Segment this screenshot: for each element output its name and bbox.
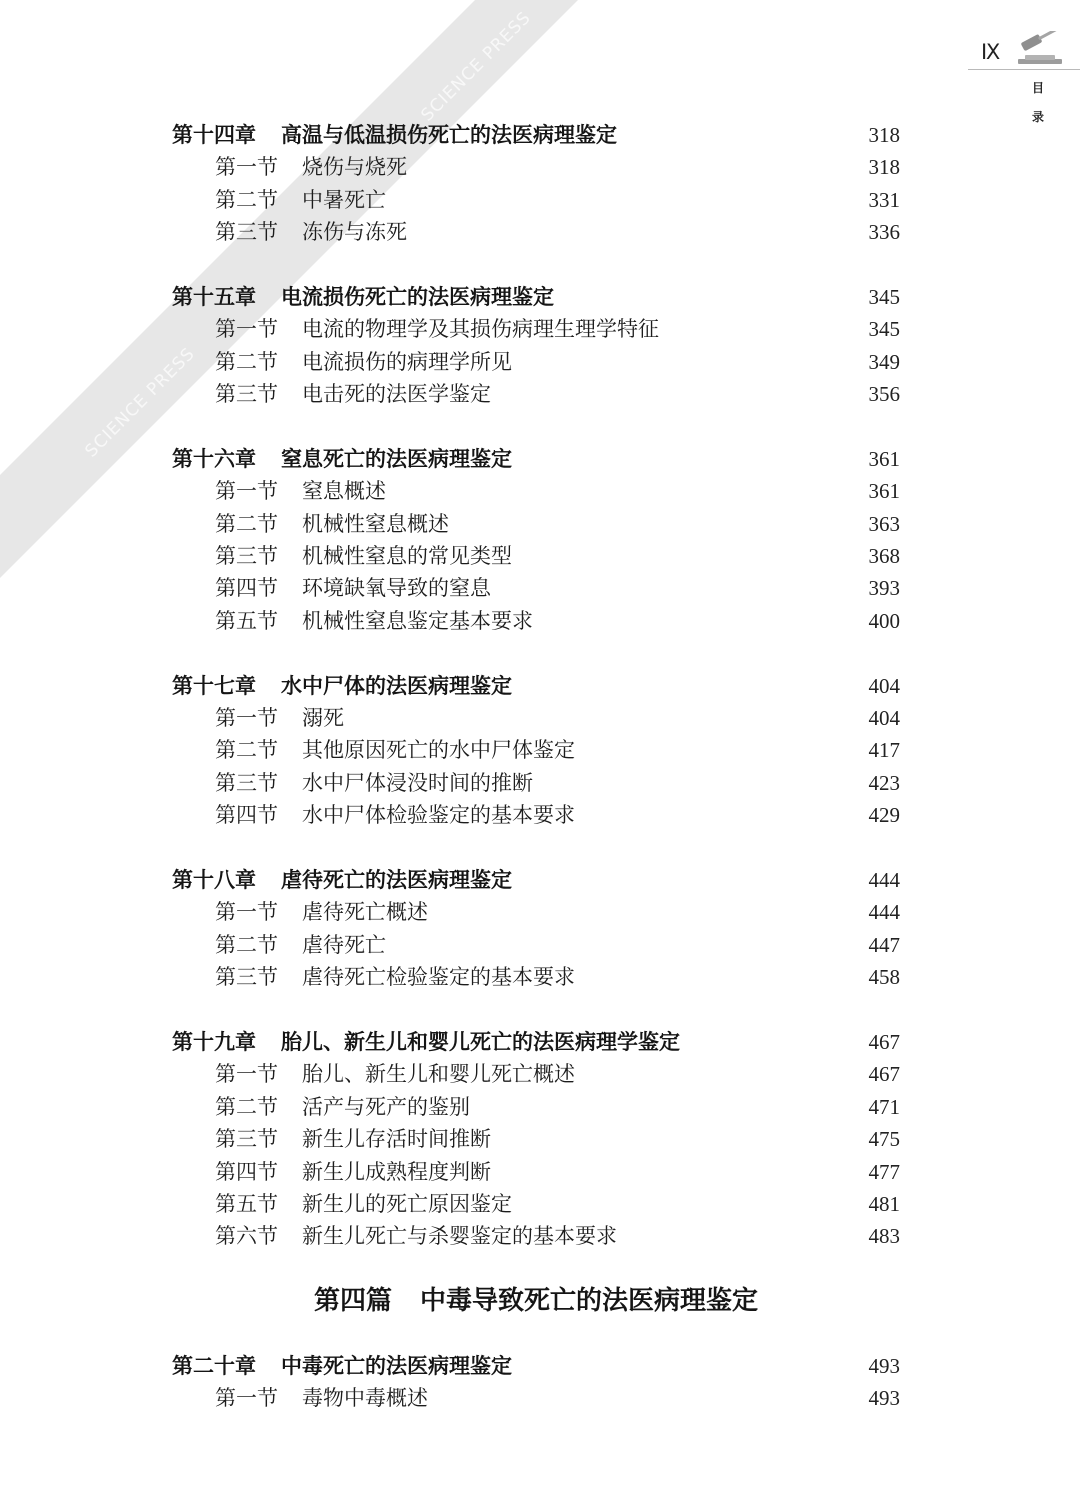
section-label: 第三节 (215, 965, 278, 990)
page-number: Ⅸ (981, 40, 1001, 64)
chapter-title: 虐待死亡的法医病理鉴定 (281, 867, 512, 892)
section-title: 烧伤与烧死 (302, 155, 407, 180)
section-title: 虐待死亡概述 (302, 900, 428, 925)
chapter-title: 电流损伤死亡的法医病理鉴定 (281, 284, 554, 309)
toc-section (172, 1220, 900, 1252)
toc-section (172, 572, 900, 604)
section-label: 第一节 (215, 1062, 278, 1087)
section-title: 电流损伤的病理学所见 (302, 349, 512, 374)
section-title: 窒息概述 (302, 479, 386, 504)
toc-chapter (172, 864, 900, 896)
table-of-contents (172, 119, 900, 1447)
section-title: 溺死 (302, 706, 344, 731)
section-label: 第三节 (215, 1127, 278, 1152)
section-page-number: 368 (868, 544, 900, 569)
toc-section (172, 540, 900, 572)
section-page-number: 336 (868, 220, 900, 245)
chapter-label: 第十五章 (172, 284, 256, 309)
section-label: 第一节 (215, 1386, 278, 1411)
section-title: 毒物中毒概述 (302, 1386, 428, 1411)
section-page-number: 404 (868, 706, 900, 731)
section-title: 胎儿、新生儿和婴儿死亡概述 (302, 1062, 575, 1087)
chapter-page-number: 493 (868, 1353, 900, 1378)
section-label: 第四节 (215, 576, 278, 601)
toc-section (172, 508, 900, 540)
section-title: 中暑死亡 (302, 187, 386, 212)
watermark-text: SCIENCE PRESS (417, 7, 536, 126)
chapter-label: 第十六章 (172, 446, 256, 471)
toc-section (172, 475, 900, 507)
section-page-number: 477 (868, 1159, 900, 1184)
toc-section (172, 1091, 900, 1123)
section-label: 第六节 (215, 1224, 278, 1249)
chapter-title: 窒息死亡的法医病理鉴定 (281, 446, 512, 471)
toc-section (172, 605, 900, 637)
toc-chapter (172, 1350, 900, 1382)
section-title: 水中尸体浸没时间的推断 (302, 770, 533, 795)
toc-chapter-block (172, 281, 900, 411)
part-label: 第四篇 (313, 1286, 392, 1317)
toc-section (172, 1123, 900, 1155)
toc-chapter-block (172, 119, 900, 249)
section-label: 第五节 (215, 1191, 278, 1216)
section-title: 新生儿成熟程度判断 (302, 1159, 491, 1184)
section-title: 机械性窒息鉴定基本要求 (302, 608, 533, 633)
section-page-number: 400 (868, 608, 900, 633)
section-page-number: 475 (868, 1127, 900, 1152)
section-title: 虐待死亡检验鉴定的基本要求 (302, 965, 575, 990)
chapter-page-number: 318 (868, 123, 900, 147)
section-title: 电击死的法医学鉴定 (302, 382, 491, 407)
section-label: 第二节 (215, 738, 278, 763)
section-page-number: 483 (868, 1224, 900, 1249)
section-title: 新生儿存活时间推断 (302, 1127, 491, 1152)
section-label: 第二节 (215, 932, 278, 957)
section-label: 第一节 (215, 900, 278, 925)
toc-chapter-block (172, 443, 900, 637)
section-title: 活产与死产的鉴别 (302, 1094, 470, 1119)
vertical-label-char: 目 (1031, 81, 1044, 95)
toc-section (172, 702, 900, 734)
section-title: 水中尸体检验鉴定的基本要求 (302, 803, 575, 828)
toc-section (172, 378, 900, 410)
section-label: 第四节 (215, 1159, 278, 1184)
chapter-page-number: 444 (868, 867, 900, 892)
chapter-label: 第十八章 (172, 867, 256, 892)
section-label: 第一节 (215, 479, 278, 504)
toc-section (172, 896, 900, 928)
section-title: 电流的物理学及其损伤病理生理学特征 (302, 317, 659, 342)
section-label: 第二节 (215, 349, 278, 374)
toc-chapter-block (172, 864, 900, 994)
toc-section (172, 734, 900, 766)
section-page-number: 361 (868, 479, 900, 504)
toc-section (172, 1188, 900, 1220)
part-title: 中毒导致死亡的法医病理鉴定 (420, 1286, 759, 1317)
chapter-label: 第十四章 (172, 123, 256, 147)
section-label: 第二节 (215, 511, 278, 536)
section-label: 第一节 (215, 155, 278, 180)
section-page-number: 481 (868, 1191, 900, 1216)
section-title: 机械性窒息的常见类型 (302, 544, 512, 569)
section-page-number: 423 (868, 770, 900, 795)
toc-chapter-block (172, 1350, 900, 1415)
chapter-label: 第二十章 (172, 1353, 256, 1378)
toc-section (172, 151, 900, 183)
toc-chapter-block (172, 1026, 900, 1253)
vertical-label-char: 录 (1031, 110, 1044, 124)
toc-chapter (172, 670, 900, 702)
section-title: 机械性窒息概述 (302, 511, 449, 536)
section-title: 其他原因死亡的水中尸体鉴定 (302, 738, 575, 763)
section-page-number: 363 (868, 511, 900, 536)
toc-section (172, 767, 900, 799)
chapter-page-number: 467 (868, 1029, 900, 1054)
section-title: 环境缺氧导致的窒息 (302, 576, 491, 601)
section-page-number: 345 (868, 317, 900, 342)
section-page-number: 331 (868, 187, 900, 212)
chapter-label: 第十九章 (172, 1029, 256, 1054)
chapter-title: 中毒死亡的法医病理鉴定 (281, 1353, 512, 1378)
section-page-number: 447 (868, 932, 900, 957)
toc-section (172, 961, 900, 993)
section-label: 第三节 (215, 544, 278, 569)
chapter-label: 第十七章 (172, 673, 256, 698)
section-label: 第三节 (215, 382, 278, 407)
toc-section (172, 313, 900, 345)
toc-section (172, 1058, 900, 1090)
section-page-number: 356 (868, 382, 900, 407)
chapter-title: 水中尸体的法医病理鉴定 (281, 673, 512, 698)
section-page-number: 393 (868, 576, 900, 601)
section-page-number: 493 (868, 1386, 900, 1411)
toc-chapter (172, 1026, 900, 1058)
section-label: 第二节 (215, 187, 278, 212)
part-heading (172, 1285, 900, 1317)
chapter-title: 高温与低温损伤死亡的法医病理鉴定 (281, 123, 617, 147)
section-label: 第三节 (215, 770, 278, 795)
section-page-number: 429 (868, 803, 900, 828)
section-page-number: 318 (868, 155, 900, 180)
section-label: 第一节 (215, 706, 278, 731)
toc-chapter (172, 281, 900, 313)
section-title: 虐待死亡 (302, 932, 386, 957)
section-label: 第四节 (215, 803, 278, 828)
section-title: 冻伤与冻死 (302, 220, 407, 245)
section-title: 新生儿死亡与杀婴鉴定的基本要求 (302, 1224, 617, 1249)
section-title: 新生儿的死亡原因鉴定 (302, 1191, 512, 1216)
section-page-number: 417 (868, 738, 900, 763)
toc-chapter (172, 119, 900, 151)
section-page-number: 471 (868, 1094, 900, 1119)
section-label: 第二节 (215, 1094, 278, 1119)
toc-section (172, 216, 900, 248)
section-label: 第一节 (215, 317, 278, 342)
chapter-title: 胎儿、新生儿和婴儿死亡的法医病理学鉴定 (281, 1029, 680, 1054)
section-page-number: 467 (868, 1062, 900, 1087)
watermark-text: SCIENCE PRESS (81, 343, 200, 462)
toc-section (172, 1382, 900, 1414)
toc-section (172, 184, 900, 216)
chapter-page-number: 404 (868, 673, 900, 698)
section-page-number: 458 (868, 965, 900, 990)
toc-section (172, 799, 900, 831)
section-page-number: 444 (868, 900, 900, 925)
toc-chapter-block (172, 670, 900, 832)
chapter-page-number: 345 (868, 284, 900, 309)
chapter-page-number: 361 (868, 446, 900, 471)
toc-chapter (172, 443, 900, 475)
toc-section (172, 346, 900, 378)
toc-section (172, 1156, 900, 1188)
toc-section (172, 929, 900, 961)
section-label: 第三节 (215, 220, 278, 245)
header-divider (968, 69, 1080, 70)
gavel-icon (1016, 31, 1064, 65)
section-label: 第五节 (215, 608, 278, 633)
section-page-number: 349 (868, 349, 900, 374)
